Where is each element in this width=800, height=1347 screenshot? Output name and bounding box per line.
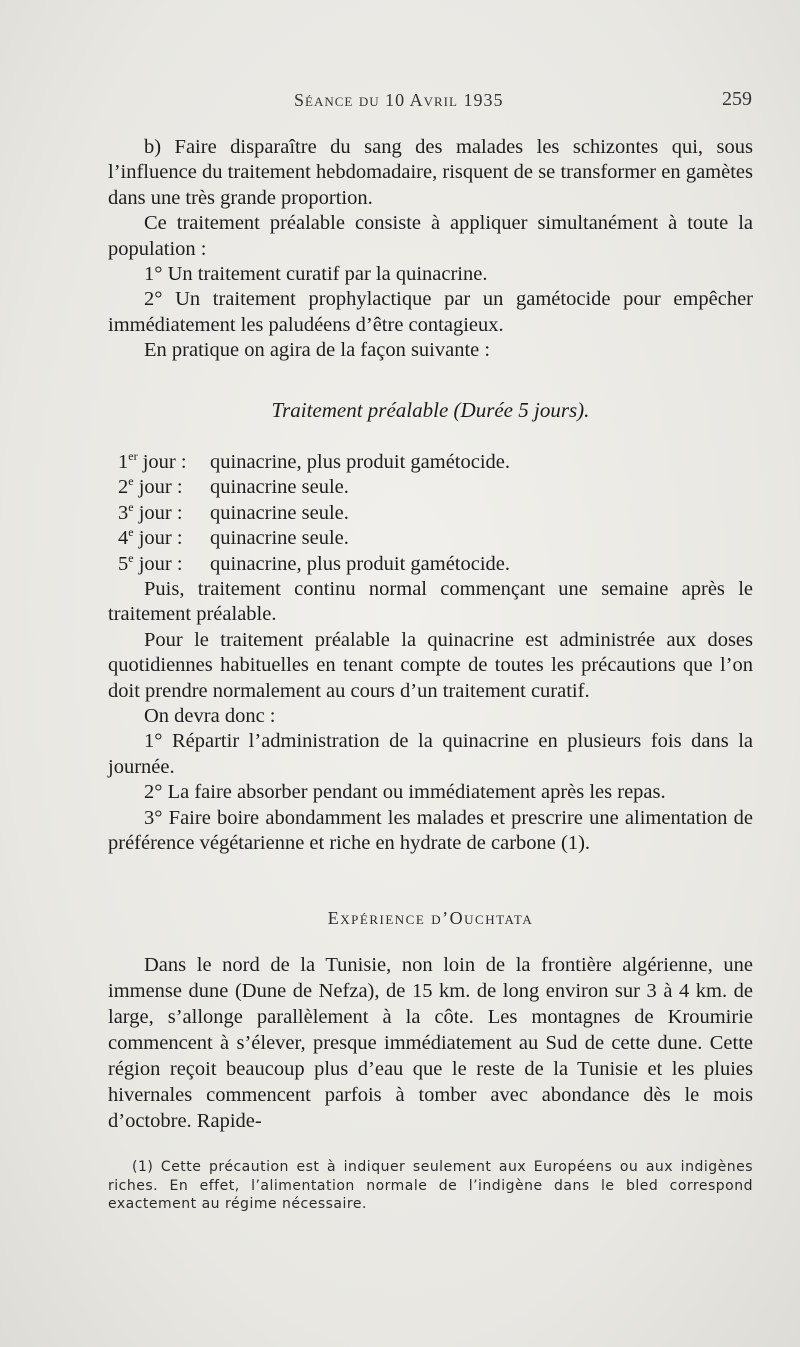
day-treatment: quinacrine seule. xyxy=(210,501,349,524)
list-item-curative: 1° Un traitement curatif par la quinacrine. xyxy=(144,263,488,286)
day-line xyxy=(108,501,753,526)
paragraph-preliminary-treatment: Ce traitement préalable consiste à appliquer simultanément à toute la population : xyxy=(108,212,753,260)
day-line xyxy=(108,526,753,551)
paragraph-continuous-treatment: Puis, traitement continu normal commençant une semaine après le traitement préalable. xyxy=(108,578,753,626)
day-line xyxy=(108,450,753,475)
page-header xyxy=(110,88,760,118)
day-label: 4e jour : xyxy=(118,525,183,550)
running-title: Séance du 10 Avril 1935 xyxy=(294,90,504,110)
footnote-text: (1) Cette précaution est à indiquer seulement aux Européens ou aux indigènes riches. En effet, l’alimentation normale de l’indigène dans le bled correspond exactement au régime nécessaire. xyxy=(108,1159,753,1212)
list-item-absorb: 2° La faire absorber pendant ou immédiatement après les repas. xyxy=(144,781,666,804)
day-treatment: quinacrine seule. xyxy=(210,527,349,550)
section-title-treatment: Traitement préalable (Durée 5 jours). xyxy=(271,398,590,422)
section-title-ouchtata: Expérience d’Ouchtata xyxy=(327,908,534,928)
day-line xyxy=(108,552,753,577)
list-item-prophylactic: 2° Un traitement prophylactique par un gamétocide pour empêcher immédiatement les paludéens d’être contagieux. xyxy=(108,288,753,336)
day-label: 2e jour : xyxy=(118,474,183,499)
opening-paragraphs xyxy=(108,135,753,364)
day-treatment: quinacrine, plus produit gamétocide. xyxy=(210,552,511,575)
day-line xyxy=(108,475,753,500)
list-item-distribute: 1° Répartir l’administration de la quinacrine en plusieurs fois dans la journée. xyxy=(108,730,753,778)
paragraph-b: b) Faire disparaître du sang des malades les schizontes qui, sous l’influence du traitement hebdomadaire, risquent de se transformer en gamètes dans une très grande proportion. xyxy=(108,136,753,209)
day-label: 1er jour : xyxy=(118,449,187,473)
footnote xyxy=(108,1158,753,1214)
list-item-drink: 3° Faire boire abondamment les malades et prescrire une alimentation de préférence végétarienne et riche en hydrate de carbone (1). xyxy=(108,806,753,855)
day-treatment: quinacrine seule. xyxy=(210,476,349,499)
day-label: 5e jour : xyxy=(118,550,183,575)
paragraph-quinacrine-doses: Pour le traitement préalable la quinacrine est administrée aux doses quotidiennes habituelles en tenant compte de toutes les précautions que l’on doit prendre normalement au cours d’un traitement curatif. xyxy=(108,628,753,702)
ouchtata-paragraph xyxy=(108,952,753,1134)
day-treatment: quinacrine, plus produit gamétocide. xyxy=(210,451,511,473)
treatment-schedule xyxy=(108,450,753,857)
paragraph-therefore: On devra donc : xyxy=(144,705,276,728)
page-number: 259 xyxy=(722,88,752,110)
day-label: 3e jour : xyxy=(118,499,183,524)
paragraph-tunisia: Dans le nord de la Tunisie, non loin de la frontière algérienne, une immense dune (Dune de Nefza), de 15 km. de long environ sur 3 à 4 km. de large, s’allonge parallèlement à la côte. Les montagnes de Kroumirie commencent à s’élever, presque immédiatement au Sud de cette dune. Cette région reçoit beaucoup plus d’eau que le reste de la Tunisie et les pluies hivernales commencent parfois à tomber avec abondance dès le mois d’octobre. Rapide- xyxy=(108,954,753,1132)
paragraph-in-practice: En pratique on agira de la façon suivante : xyxy=(144,339,491,362)
